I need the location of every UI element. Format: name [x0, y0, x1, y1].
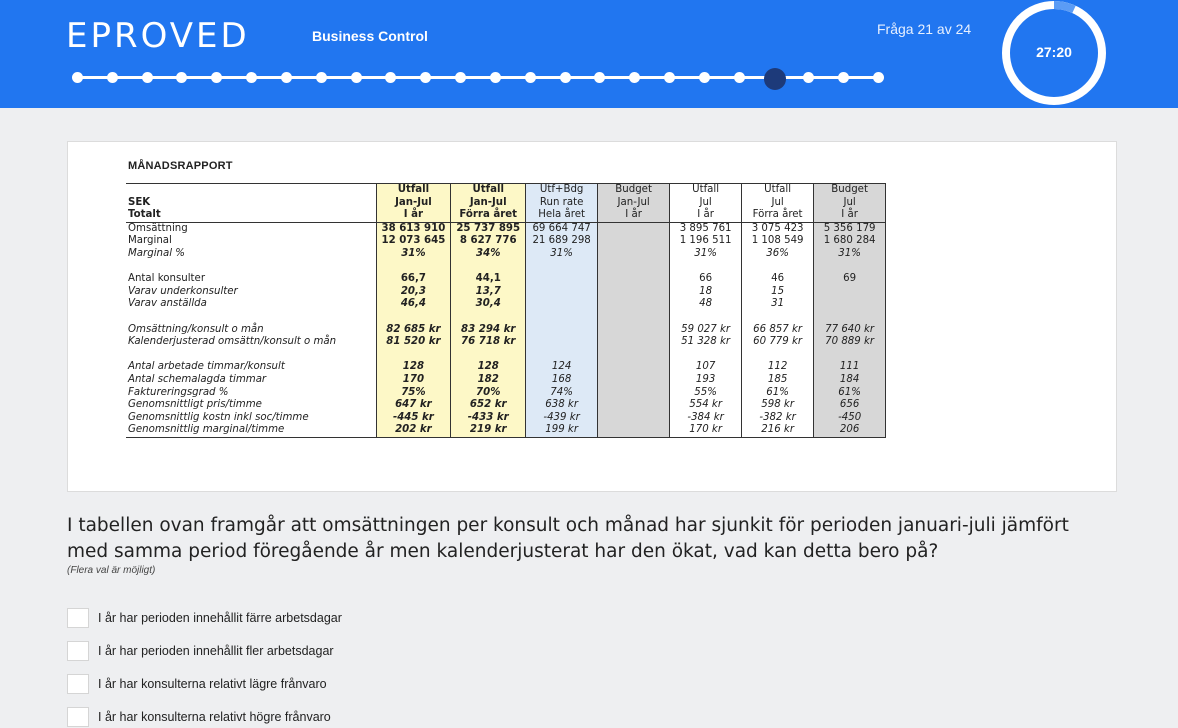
- table-header-row: [126, 197, 886, 210]
- progress-step: [873, 72, 884, 83]
- table-cell: [742, 311, 814, 324]
- table-cell: 107: [670, 361, 742, 374]
- table-cell: 48: [670, 298, 742, 311]
- table-cell: 185: [742, 374, 814, 387]
- table-cell: 124: [526, 361, 598, 374]
- table-cell: [814, 349, 886, 362]
- table-cell: 21 689 298: [526, 235, 598, 248]
- option-label: I år har perioden innehållit fler arbetsdagar: [98, 644, 334, 658]
- answer-option-2[interactable]: [67, 640, 334, 662]
- table-cell: [451, 261, 526, 274]
- row-label: Antal arbetade timmar/konsult: [128, 361, 285, 373]
- table-cell: [526, 336, 598, 349]
- table-cell: I år: [670, 209, 742, 222]
- table-cell: Hela året: [526, 209, 598, 222]
- progress-step: [281, 72, 292, 83]
- table-row: [126, 374, 886, 387]
- row-label: Marginal %: [128, 247, 185, 259]
- table-row: [126, 273, 886, 286]
- table-cell: 51 328 kr: [670, 336, 742, 349]
- countdown-timer: [1001, 8, 1107, 98]
- progress-step: [176, 72, 187, 83]
- table-cell: 36%: [742, 248, 814, 261]
- row-label: [126, 261, 376, 274]
- progress-step: [629, 72, 640, 83]
- table-row: [126, 349, 886, 362]
- progress-step: [699, 72, 710, 83]
- table-cell: [814, 298, 886, 311]
- table-cell: 652 kr: [451, 399, 526, 412]
- row-label: Varav underkonsulter: [128, 285, 238, 297]
- table-cell: -450: [814, 412, 886, 425]
- table-cell: 1 108 549: [742, 235, 814, 248]
- progress-step: [838, 72, 849, 83]
- table-header-row: [126, 184, 886, 197]
- table-cell: 216 kr: [742, 424, 814, 437]
- option-label: I år har konsulterna relativt lägre frånvaro: [98, 677, 327, 691]
- table-cell: [814, 311, 886, 324]
- progress-step: [490, 72, 501, 83]
- table-cell: Utfall: [376, 184, 451, 197]
- table-cell: [598, 222, 670, 235]
- table-cell: 59 027 kr: [670, 324, 742, 337]
- table-cell: I år: [814, 209, 886, 222]
- table-cell: 184: [814, 374, 886, 387]
- table-cell: 34%: [451, 248, 526, 261]
- progress-step: [351, 72, 362, 83]
- question-counter: Fråga 21 av 24: [877, 21, 972, 37]
- table-cell: Jan-Jul: [598, 197, 670, 210]
- progress-step: [594, 72, 605, 83]
- timer-value: 27:20: [1036, 44, 1072, 60]
- table-cell: [376, 349, 451, 362]
- table-cell: 70%: [451, 387, 526, 400]
- progress-step: [420, 72, 431, 83]
- table-cell: Run rate: [526, 197, 598, 210]
- report-card: [67, 141, 1117, 492]
- table-cell: [526, 311, 598, 324]
- monthly-report-table: [126, 183, 886, 438]
- table-cell: 66: [670, 273, 742, 286]
- table-cell: [526, 273, 598, 286]
- table-cell: Utfall: [742, 184, 814, 197]
- table-cell: 202 kr: [376, 424, 451, 437]
- progress-step: [455, 72, 466, 83]
- table-cell: [598, 286, 670, 299]
- table-cell: 20,3: [376, 286, 451, 299]
- table-cell: [598, 387, 670, 400]
- table-cell: Utfall: [670, 184, 742, 197]
- table-cell: 554 kr: [670, 399, 742, 412]
- table-cell: [598, 261, 670, 274]
- progress-step: [316, 72, 327, 83]
- progress-step: [72, 72, 83, 83]
- row-label: Antal schemalagda timmar: [128, 373, 267, 385]
- progress-step: [734, 72, 745, 83]
- table-cell: Förra året: [451, 209, 526, 222]
- table-cell: 193: [670, 374, 742, 387]
- table-cell: 168: [526, 374, 598, 387]
- table-cell: 219 kr: [451, 424, 526, 437]
- table-cell: Budget: [814, 184, 886, 197]
- table-row: [126, 412, 886, 425]
- table-cell: 206: [814, 424, 886, 437]
- table-cell: 38 613 910: [376, 222, 451, 235]
- row-label: Omsättning: [128, 222, 188, 234]
- row-label: Totalt: [126, 209, 376, 222]
- row-label: SEK: [128, 196, 151, 208]
- table-cell: [376, 261, 451, 274]
- table-cell: 77 640 kr: [814, 324, 886, 337]
- table-cell: 75%: [376, 387, 451, 400]
- table-cell: 199 kr: [526, 424, 598, 437]
- table-row: [126, 222, 886, 235]
- table-cell: [598, 248, 670, 261]
- table-cell: Förra året: [742, 209, 814, 222]
- table-cell: 3 075 423: [742, 222, 814, 235]
- table-cell: 128: [376, 361, 451, 374]
- row-label: Antal konsulter: [128, 273, 206, 285]
- row-label: [126, 184, 376, 197]
- table-cell: 15: [742, 286, 814, 299]
- progress-step: [211, 72, 222, 83]
- table-cell: [598, 412, 670, 425]
- table-cell: Budget: [598, 184, 670, 197]
- table-cell: [598, 336, 670, 349]
- table-cell: Utf+Bdg: [526, 184, 598, 197]
- table-cell: I år: [598, 209, 670, 222]
- table-cell: 25 737 895: [451, 222, 526, 235]
- table-cell: 31%: [526, 248, 598, 261]
- table-cell: Jan-Jul: [451, 197, 526, 210]
- table-cell: 18: [670, 286, 742, 299]
- checkbox[interactable]: [67, 608, 89, 628]
- table-cell: [742, 349, 814, 362]
- table-cell: 61%: [742, 387, 814, 400]
- eproved-logo: EPROVED: [66, 16, 250, 56]
- table-cell: 44,1: [451, 273, 526, 286]
- table-cell: I år: [376, 209, 451, 222]
- top-bar: [0, 0, 1178, 108]
- table-row: [126, 298, 886, 311]
- table-cell: 82 685 kr: [376, 324, 451, 337]
- table-cell: 60 779 kr: [742, 336, 814, 349]
- checkbox[interactable]: [67, 674, 89, 694]
- row-label: [126, 349, 376, 362]
- table-cell: 69: [814, 273, 886, 286]
- table-cell: [598, 273, 670, 286]
- table-cell: 66 857 kr: [742, 324, 814, 337]
- row-label: Kalenderjusterad omsättn/konsult o mån: [128, 336, 337, 348]
- table-cell: -384 kr: [670, 412, 742, 425]
- option-label: I år har konsulterna relativt högre frånvaro: [98, 710, 331, 724]
- row-label: [126, 311, 376, 324]
- table-cell: [598, 399, 670, 412]
- answer-option-1[interactable]: [67, 607, 342, 629]
- row-label: Marginal: [128, 235, 172, 247]
- table-cell: [526, 286, 598, 299]
- table-cell: 31%: [670, 248, 742, 261]
- table-cell: [670, 349, 742, 362]
- table-cell: [598, 324, 670, 337]
- row-label: Genomsnittlig marginal/timme: [126, 424, 376, 437]
- table-cell: 46: [742, 273, 814, 286]
- table-cell: [526, 261, 598, 274]
- table-cell: -445 kr: [376, 412, 451, 425]
- table-cell: 76 718 kr: [451, 336, 526, 349]
- table-cell: [598, 374, 670, 387]
- table-cell: 12 073 645: [376, 235, 451, 248]
- row-label: Genomsnittligt pris/timme: [128, 399, 262, 411]
- table-cell: [598, 311, 670, 324]
- table-cell: [526, 298, 598, 311]
- table-cell: 598 kr: [742, 399, 814, 412]
- table-row: [126, 424, 886, 437]
- table-cell: 8 627 776: [451, 235, 526, 248]
- table-row: [126, 361, 886, 374]
- progress-step: [525, 72, 536, 83]
- table-cell: [598, 349, 670, 362]
- table-cell: 1 196 511: [670, 235, 742, 248]
- table-row: [126, 336, 886, 349]
- table-cell: 182: [451, 374, 526, 387]
- progress-step: [803, 72, 814, 83]
- table-cell: 3 895 761: [670, 222, 742, 235]
- table-row: [126, 286, 886, 299]
- table-cell: [451, 349, 526, 362]
- table-cell: 31%: [814, 248, 886, 261]
- table-cell: 638 kr: [526, 399, 598, 412]
- progress-step-current: [764, 68, 786, 90]
- table-cell: 111: [814, 361, 886, 374]
- report-title: MÅNADSRAPPORT: [128, 160, 233, 172]
- table-cell: 30,4: [451, 298, 526, 311]
- table-cell: 112: [742, 361, 814, 374]
- table-cell: 31: [742, 298, 814, 311]
- table-cell: -433 kr: [451, 412, 526, 425]
- table-cell: 31%: [376, 248, 451, 261]
- progress-step: [246, 72, 257, 83]
- table-cell: Jul: [670, 197, 742, 210]
- table-cell: 128: [451, 361, 526, 374]
- table-cell: [814, 261, 886, 274]
- table-row: [126, 399, 886, 412]
- answer-option-3[interactable]: [67, 673, 327, 695]
- progress-step: [142, 72, 153, 83]
- table-cell: [376, 311, 451, 324]
- table-cell: 1 680 284: [814, 235, 886, 248]
- table-row: [126, 311, 886, 324]
- row-label: Genomsnittlig kostn inkl soc/timme: [128, 411, 309, 423]
- progress-step: [385, 72, 396, 83]
- table-cell: [598, 235, 670, 248]
- progress-step: [560, 72, 571, 83]
- table-header-row: [126, 209, 886, 222]
- row-label: Varav anställda: [128, 298, 207, 310]
- row-label: Faktureringsgrad %: [128, 386, 229, 398]
- table-cell: 61%: [814, 387, 886, 400]
- table-row: [126, 248, 886, 261]
- progress-step: [664, 72, 675, 83]
- question-hint: (Flera val är möjligt): [67, 565, 156, 576]
- table-cell: 13,7: [451, 286, 526, 299]
- table-row: [126, 235, 886, 248]
- table-row: [126, 261, 886, 274]
- table-cell: -439 kr: [526, 412, 598, 425]
- table-cell: 46,4: [376, 298, 451, 311]
- test-name: Business Control: [312, 28, 428, 44]
- row-label: Omsättning/konsult o mån: [128, 323, 264, 335]
- table-cell: 83 294 kr: [451, 324, 526, 337]
- table-cell: [526, 349, 598, 362]
- checkbox[interactable]: [67, 641, 89, 661]
- table-cell: Jan-Jul: [376, 197, 451, 210]
- table-cell: Jul: [814, 197, 886, 210]
- table-cell: 81 520 kr: [376, 336, 451, 349]
- table-cell: 70 889 kr: [814, 336, 886, 349]
- table-cell: [814, 286, 886, 299]
- table-cell: 647 kr: [376, 399, 451, 412]
- table-cell: [598, 298, 670, 311]
- progress-step: [107, 72, 118, 83]
- question-progress-track: [72, 70, 884, 86]
- table-cell: [670, 311, 742, 324]
- table-cell: [598, 424, 670, 437]
- table-cell: 656: [814, 399, 886, 412]
- table-row: [126, 387, 886, 400]
- table-cell: 74%: [526, 387, 598, 400]
- table-cell: Jul: [742, 197, 814, 210]
- table-cell: [598, 361, 670, 374]
- table-cell: 69 664 747: [526, 222, 598, 235]
- checkbox[interactable]: [67, 707, 89, 727]
- table-cell: [526, 324, 598, 337]
- table-cell: [451, 311, 526, 324]
- table-cell: 66,7: [376, 273, 451, 286]
- option-label: I år har perioden innehållit färre arbetsdagar: [98, 611, 342, 625]
- table-cell: [670, 261, 742, 274]
- progress-line: [77, 76, 879, 79]
- question-text: I tabellen ovan framgår att omsättningen per konsult och månad har sjunkit för perioden januari-juli jämfört med samma period föregående år men kalenderjusterat har den ökat, vad kan detta bero på?: [67, 515, 1069, 562]
- table-cell: 5 356 179: [814, 222, 886, 235]
- table-row: [126, 324, 886, 337]
- table-cell: 170 kr: [670, 424, 742, 437]
- answer-option-4[interactable]: [67, 706, 331, 728]
- table-cell: [742, 261, 814, 274]
- table-cell: 55%: [670, 387, 742, 400]
- table-cell: -382 kr: [742, 412, 814, 425]
- table-cell: Utfall: [451, 184, 526, 197]
- table-cell: 170: [376, 374, 451, 387]
